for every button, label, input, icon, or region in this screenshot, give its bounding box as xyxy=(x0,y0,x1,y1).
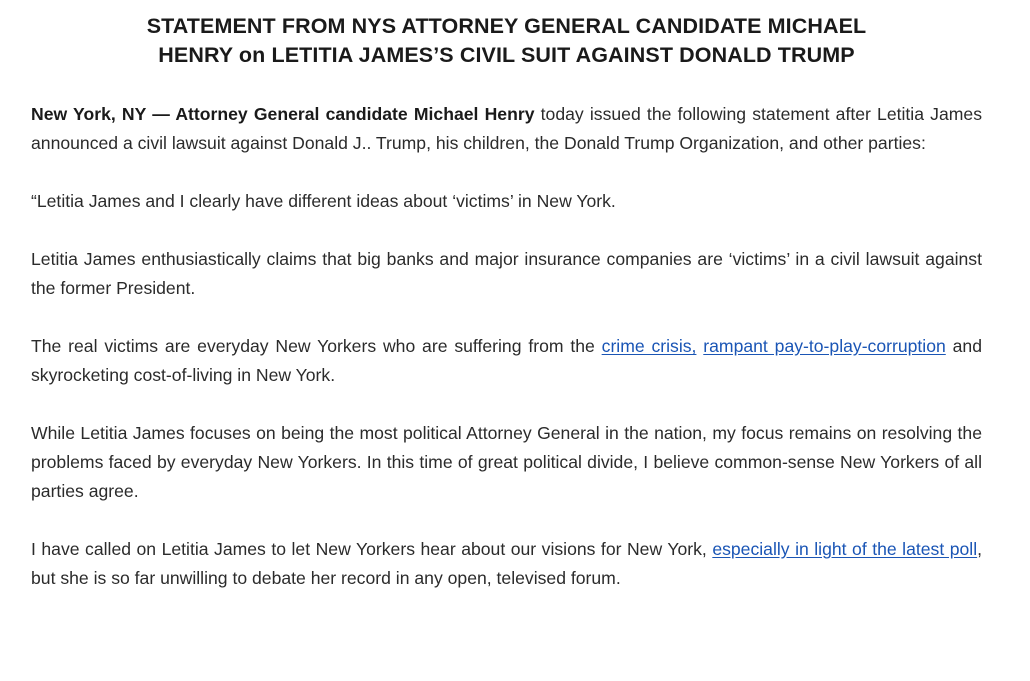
paragraph-real-victims xyxy=(31,332,982,390)
title-line-1: STATEMENT FROM NYS ATTORNEY GENERAL CANDIDATE MICHAEL xyxy=(146,14,867,38)
paragraph-intro xyxy=(31,100,982,158)
paragraph-debate xyxy=(31,535,982,593)
paragraph-focus: While Letitia James focuses on being the most political Attorney General in the nation, my focus remains on resolving the problems faced by everyday New Yorkers. In this time of great political divide, I believe common-sense New Yorkers of all parties agree. xyxy=(31,423,982,501)
debate-text-after: , but she is so far unwilling to debate her record in any open, televised forum. xyxy=(31,539,983,588)
paragraph-victims-claim: Letitia James enthusiastically claims that big banks and major insurance companies are ‘victims’ in a civil lawsuit against the former President. xyxy=(31,249,982,298)
page-title xyxy=(31,12,982,70)
real-victims-text-before: The real victims are everyday New Yorkers who are suffering from the xyxy=(31,336,602,356)
press-release xyxy=(31,12,982,593)
title-line-2: HENRY on LETITIA JAMES’S CIVIL SUIT AGAINST DONALD TRUMP xyxy=(158,43,855,67)
paragraph-quote-open: “Letitia James and I clearly have different ideas about ‘victims’ in New York. xyxy=(31,191,616,211)
pay-to-play-link[interactable]: rampant pay-to-play-corruption xyxy=(703,336,946,356)
crime-crisis-link[interactable]: crime crisis, xyxy=(601,336,697,356)
intro-text: today issued the following statement after Letitia James announced a civil lawsuit against Donald J.. Trump, his children, the Donald Trump Organization, and other parties: xyxy=(31,104,982,153)
real-victims-text-after: and skyrocketing cost-of-living in New York. xyxy=(31,336,982,385)
dateline-lead: New York, NY — Attorney General candidate Michael Henry xyxy=(31,104,535,124)
debate-text-before: I have called on Letitia James to let New Yorkers hear about our visions for New York, xyxy=(31,539,713,559)
latest-poll-link[interactable]: especially in light of the latest poll xyxy=(712,539,978,559)
